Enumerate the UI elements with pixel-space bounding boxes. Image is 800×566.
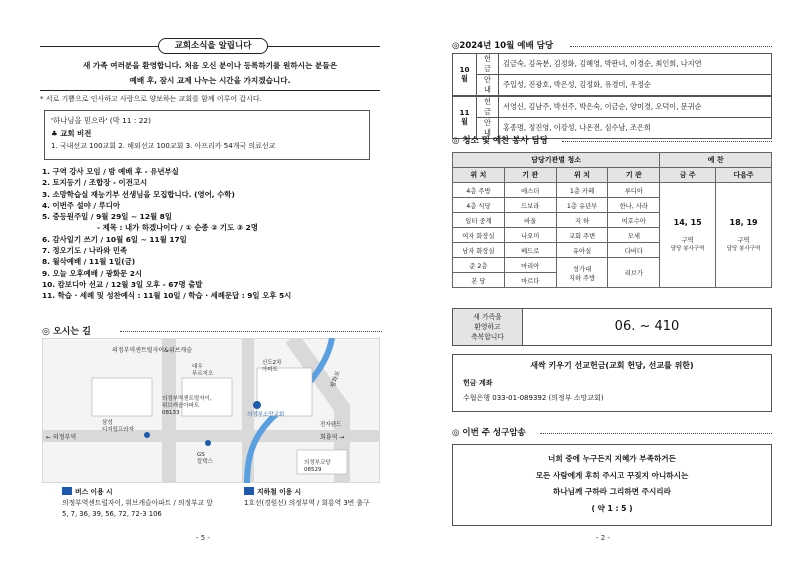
cell: 유아실	[556, 243, 608, 258]
cell: 마르다	[504, 273, 556, 288]
bus-title: 버스 이용 시	[75, 488, 113, 496]
announcement-item: 9. 오늘 오후예배 / 광화문 2시	[42, 268, 143, 278]
cell: 1층 카페	[556, 183, 608, 198]
page-number-right: - 2 -	[596, 534, 610, 542]
vision-box	[44, 110, 370, 160]
map-label-5: 삼성 디지털프라자	[102, 420, 134, 433]
table-row	[453, 54, 772, 75]
cell: 지 하	[556, 213, 608, 228]
cell	[556, 258, 608, 288]
worship-table-oct	[452, 53, 772, 96]
directions-title: ◎ 오시는 길	[42, 327, 91, 337]
role-cell: 안내	[477, 118, 499, 139]
announcement-item: 2. 토지등기 / 조합장 - 이전고시	[42, 178, 148, 188]
col-location-2: 위 치	[556, 168, 608, 183]
subway-title: 지하철 이용 시	[257, 488, 302, 496]
names-cell: 서영신, 김남주, 박선주, 박은숙, 이금순, 양미경, 오덕이, 문귀순	[499, 97, 772, 118]
map-label-7: 전자랜드	[320, 422, 342, 428]
announcement-item: 10. 캄보디아 선교 / 12월 3일 오후 - 67명 출발	[42, 279, 203, 289]
snack-header: 예 찬	[660, 153, 772, 168]
announcement-item: 4. 이번주 설야 / 루디아	[42, 200, 121, 210]
announcement-item: 8. 월삭예배 / 11월 1일(금)	[42, 257, 136, 267]
cell: 1층 유년부	[556, 198, 608, 213]
cell: 다비다	[608, 243, 660, 258]
new-family-label-line: 축복합니다	[471, 333, 504, 341]
cell: 4층 주방	[453, 183, 505, 198]
new-family-label	[453, 309, 523, 345]
road-right-label: 회룡역 →	[320, 434, 345, 441]
snack-next-week	[716, 183, 772, 288]
mission-account-label: 헌금 계좌	[463, 379, 493, 387]
welcome-text	[40, 58, 380, 88]
names-cell: 홍종명, 정진영, 이강성, 나온전, 심수남, 조은희	[499, 118, 772, 139]
map-label-4: 의정부소망교회	[247, 412, 285, 418]
cleaning-rule	[562, 141, 772, 142]
names-cell: 김금숙, 김옥분, 김정화, 김혜영, 박판녀, 이경순, 최인희, 나지연	[499, 54, 772, 75]
cleaning-table	[452, 152, 772, 288]
snack-next-week-value: 18, 19	[729, 218, 758, 227]
vision-quote: '하나님을 믿으라' (막 11 : 22)	[51, 116, 151, 125]
table-row	[453, 168, 772, 183]
cell: 4층 식당	[453, 198, 505, 213]
map-label-1: 대우 푸르지오	[192, 364, 214, 377]
cell: 한나, 사라	[608, 198, 660, 213]
cell: 여자 화장실	[453, 228, 505, 243]
vision-items: 1. 국내선교 100교회 2. 해외선교 100교회 3. 아프리카 54개국 의료선교	[51, 142, 276, 150]
col-this-week: 금 주	[660, 168, 716, 183]
cleaning-title: ◎ 청소 및 예찬 봉사 담당	[452, 136, 549, 146]
right-page	[400, 0, 800, 566]
month-cell: 10월	[453, 54, 477, 96]
announcement-list	[42, 166, 382, 302]
location-map	[42, 338, 380, 483]
bus-stop-marker-2	[205, 440, 211, 446]
new-family-value: 06. ~ 410	[614, 319, 680, 334]
table-row	[453, 75, 772, 96]
cell: 바울	[504, 213, 556, 228]
bus-icon	[62, 487, 72, 495]
subway-icon	[244, 487, 254, 495]
bus-line-2: 5, 7, 36, 39, 56, 72, 72-3 106	[62, 510, 162, 518]
road-vertical-label: 평화로	[329, 369, 342, 389]
welcome-rule	[40, 90, 380, 91]
table-row	[453, 183, 772, 198]
new-family-box	[452, 308, 772, 346]
map-top-label: 의정부역센트럴자이&위브캐슬	[112, 347, 193, 354]
map-label-3: 의정부역센트럴자이, 위브캐슬아파트 08133	[162, 396, 212, 416]
cell: 모세	[608, 228, 660, 243]
snack-sub2: 담당 봉사구역	[726, 246, 761, 252]
bus-line-1: 의정부역센트럴자이, 위브캐슬아파트 / 의정부교 앞	[62, 499, 213, 507]
table-row	[453, 97, 772, 118]
church-marker	[253, 401, 261, 409]
map-label-2: 신도2차 아파트	[262, 360, 282, 373]
worship-title: ◎2024년 10월 예배 담당	[452, 41, 554, 51]
cell: 나오미	[504, 228, 556, 243]
announcement-item: 7. 정오기도 / 나라와 민족	[42, 246, 128, 256]
cell: 교회 주변	[556, 228, 608, 243]
cell-line: 성가대	[572, 265, 592, 273]
mission-box	[452, 354, 772, 412]
cell: 남자 화장실	[453, 243, 505, 258]
map-label-6: GS 칼텍스	[197, 452, 213, 465]
snack-sub: 구역	[737, 237, 750, 244]
verse-rule	[540, 433, 772, 434]
announcement-item: 3. 소망학습실 재능기부 선생님을 모집합니다. (영어, 수학)	[42, 189, 235, 199]
snack-sub: 구역	[681, 237, 694, 244]
subway-line: 1호선(경원선) 의정부역 / 회룡역 3번 출구	[244, 499, 370, 507]
role-cell: 헌금	[477, 54, 499, 75]
new-family-label-line: 환영하고	[474, 323, 501, 331]
greeting-note: * 서로 기쁨으로 인사하고 사랑으로 양보하는 교회를 함께 이루어 갑시다.	[40, 95, 262, 103]
col-next-week: 다음주	[716, 168, 772, 183]
cell: 리브가	[608, 258, 660, 288]
welcome-line-1: 새 가족 여러분을 환영합니다. 처음 오신 분이나 등록하기를 원하시는 분들은	[82, 61, 338, 70]
map-label-8: 의정부교당 08529	[304, 460, 331, 473]
snack-this-week-value: 14, 15	[673, 218, 702, 227]
snack-this-week	[660, 183, 716, 288]
news-title: 교회소식을 알립니다	[158, 38, 268, 54]
verse-box	[452, 444, 772, 526]
cell: 일터 중계	[453, 213, 505, 228]
cell: 드보라	[504, 198, 556, 213]
announcement-item: 5. 중등원주일 / 9월 29일 ~ 12월 8일	[42, 212, 172, 222]
role-cell: 헌금	[477, 97, 499, 118]
cell: 루디아	[608, 183, 660, 198]
worship-rule	[570, 46, 772, 47]
verse-reference: ( 약 1 : 5 )	[591, 503, 633, 513]
cell: 준 2층	[453, 258, 505, 273]
new-family-label-line: 새 가족을	[473, 313, 502, 321]
month-cell: 11월	[453, 97, 477, 139]
table-row	[453, 153, 772, 168]
snack-sub2: 담당 봉사구역	[670, 246, 705, 252]
announcement-subitem: - 제목 : 내가 하겠나이다 / ① 순종 ② 기도 ③ 2명	[97, 223, 258, 233]
cleaning-header: 담당기관별 청소	[453, 153, 660, 168]
welcome-line-2: 예배 후, 잠시 교제 나누는 시간을 가지겠습니다.	[129, 76, 291, 85]
col-location: 위 치	[453, 168, 505, 183]
mission-account: 수협은행 033-01-089392 (의정부 소망교회)	[463, 394, 604, 402]
directions-rule	[120, 331, 382, 332]
names-cell: 주일성, 진광호, 박은성, 김정화, 유경미, 우정순	[499, 75, 772, 96]
bus-stop-marker-1	[144, 432, 150, 438]
cell: 본 당	[453, 273, 505, 288]
verse-line-3: 하나님께 구하라 그리하면 주시리라	[553, 487, 671, 496]
verse-line-2: 모든 사람에게 후히 주시고 꾸짖지 아니하시는	[535, 470, 689, 480]
col-organization-2: 기 관	[608, 168, 660, 183]
bus-info	[62, 487, 213, 520]
cell: 마리아	[504, 258, 556, 273]
announcement-item: 6. 감사일기 쓰기 / 10월 6일 ~ 11월 17일	[42, 234, 187, 244]
col-organization: 기 관	[504, 168, 556, 183]
mission-title: 새싹 키우기 선교헌금(교회 헌당, 선교를 위한)	[530, 361, 694, 370]
announcement-item: 1. 구역 강사 모임 / 밤 예배 후 - 유년부실	[42, 167, 179, 176]
cell: 여호수아	[608, 213, 660, 228]
worship-table-nov	[452, 96, 772, 139]
announcement-item: 11. 학습 · 세례 및 성찬예식 : 11월 10일 / 학습 · 세례문답 : 9일 오후 5시	[42, 291, 292, 301]
cell-line: 지하 주방	[568, 274, 596, 282]
road-left-label: ← 의정부역	[46, 434, 77, 441]
cell: 에스더	[504, 183, 556, 198]
subway-info	[244, 487, 370, 509]
vision-label: ♣ 교회 비전	[51, 129, 92, 138]
page-number-left: - 5 -	[196, 534, 210, 542]
verse-line-1: 너희 중에 누구든지 지혜가 부족하거든	[548, 454, 676, 463]
cell: 베드로	[504, 243, 556, 258]
role-cell: 안내	[477, 75, 499, 96]
verse-title: ◎ 이번 주 성구암송	[452, 428, 526, 438]
